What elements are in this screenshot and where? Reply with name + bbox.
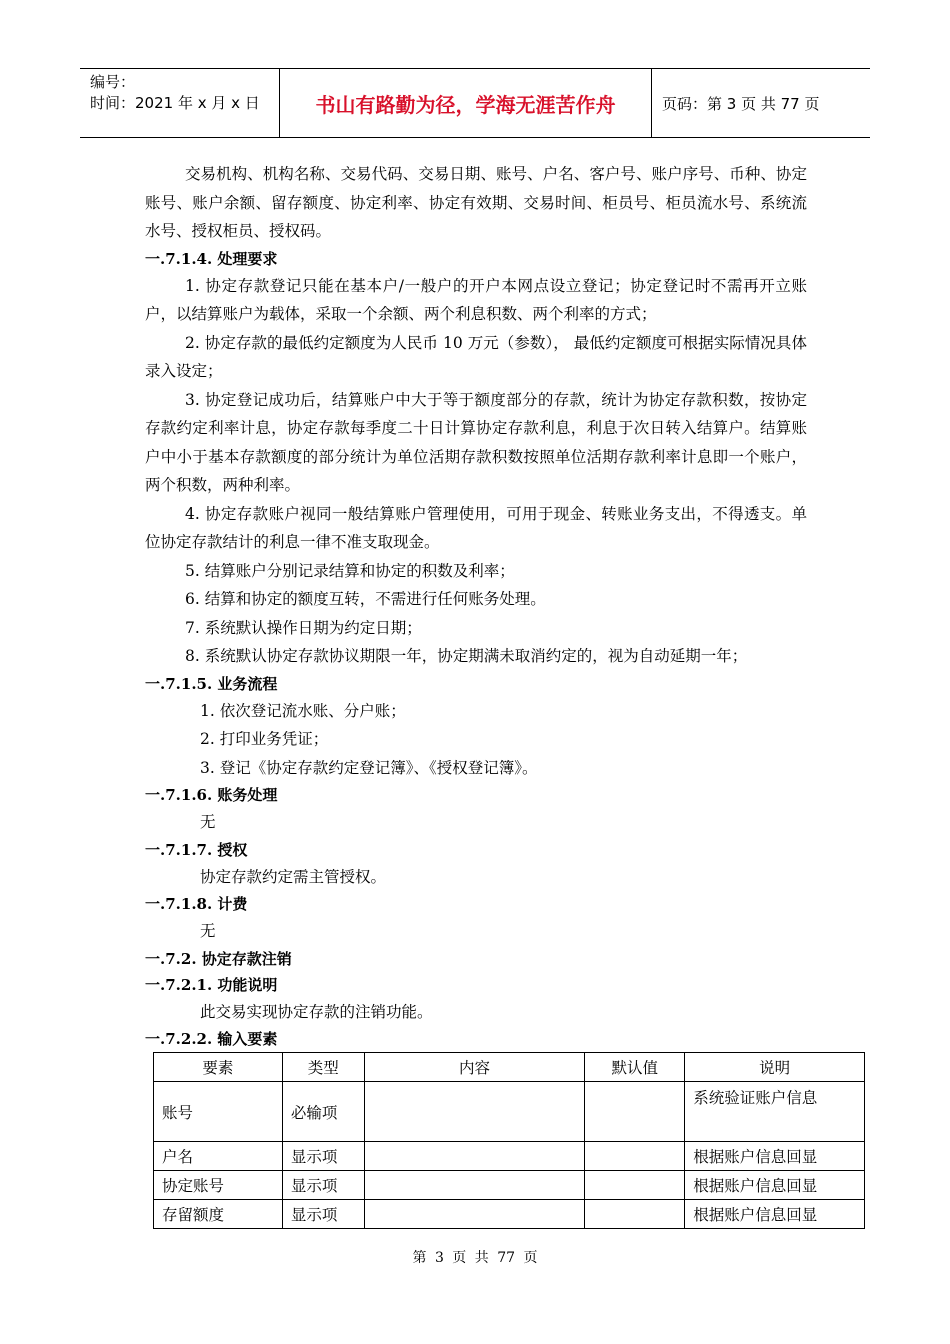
table-cell: 系统验证账户信息 (685, 1082, 865, 1142)
table-cell: 账号 (154, 1082, 283, 1142)
table-header-cell: 说明 (685, 1053, 865, 1082)
table-cell: 根据账户信息回显 (685, 1171, 865, 1200)
table-cell (585, 1200, 685, 1229)
requirement-5: 5. 结算账户分别记录结算和协定的积数及利率； (185, 561, 515, 580)
table-cell (364, 1171, 585, 1200)
section-heading-7-1-5: 一.7.1.5. 业务流程 (145, 674, 278, 693)
page-footer: 第 3 页 共 77 页 (412, 1250, 538, 1266)
input-elements-table (153, 1052, 865, 1229)
table-header-cell: 类型 (282, 1053, 364, 1082)
requirement-7: 7. 系统默认操作日期为约定日期； (185, 618, 422, 637)
table-row (154, 1200, 865, 1229)
doc-time-label: 时间：2021 年 x 月 x 日 (90, 94, 260, 112)
header-meta (80, 69, 280, 137)
table-cell: 显示项 (282, 1142, 364, 1171)
intro-paragraph: 交易机构、机构名称、交易代码、交易日期、账号、户名、客户号、账户序号、币种、协定账号、账户余额、留存额度、协定利率、协定有效期、交易时间、柜员号、柜员流水号、系统流水号、授权柜员、授权码。 (145, 165, 807, 240)
flow-step-3: 3. 登记《协定存款约定登记簿》、《授权登记簿》。 (200, 758, 538, 777)
table-cell: 根据账户信息回显 (685, 1142, 865, 1171)
section-heading-7-2-2: 一.7.2.2. 输入要素 (145, 1030, 278, 1048)
function-text: 此交易实现协定存款的注销功能。 (200, 1002, 433, 1021)
header-motto: 书山有路勤为径，学海无涯苦作舟 (280, 69, 652, 137)
document-body (145, 160, 818, 1229)
requirement-8: 8. 系统默认协定存款协议期限一年，协定期满未取消约定的，视为自动延期一年； (185, 647, 748, 665)
authorization-text: 协定存款约定需主管授权。 (200, 867, 387, 886)
table-cell: 显示项 (282, 1171, 364, 1200)
table-header-row (154, 1053, 865, 1082)
table-cell: 存留额度 (154, 1200, 283, 1229)
table-cell: 显示项 (282, 1200, 364, 1229)
table-cell (585, 1171, 685, 1200)
table-cell (364, 1082, 585, 1142)
table-cell: 协定账号 (154, 1171, 283, 1200)
table-cell (364, 1200, 585, 1229)
header-page-code: 页码：第 3 页 共 77 页 (662, 94, 820, 113)
flow-step-1: 1. 依次登记流水账、分户账； (200, 701, 406, 720)
table-row (154, 1142, 865, 1171)
requirement-1: 1. 协定存款登记只能在基本户/一般户的开户本网点设立登记；协定登记时不需再开立账户，以结算账户为载体，采取一个余额、两个利息积数、两个利率的方式； (145, 276, 807, 323)
requirement-2: 2. 协定存款的最低约定额度为人民币 10 万元（参数）， 最低约定额度可根据实际情况具体录入设定； (145, 333, 807, 380)
section-heading-7-1-8: 一.7.1.8. 计费 (145, 895, 248, 913)
table-header-cell: 内容 (364, 1053, 585, 1082)
section-heading-7-2: 一.7.2. 协定存款注销 (145, 949, 292, 968)
section-heading-7-1-7: 一.7.1.7. 授权 (145, 840, 248, 859)
accounting-text: 无 (200, 813, 216, 831)
page-header (80, 68, 870, 138)
section-heading-7-1-6: 一.7.1.6. 账务处理 (145, 786, 278, 804)
fee-text: 无 (200, 922, 216, 940)
table-row (154, 1082, 865, 1142)
table-cell (585, 1142, 685, 1171)
section-heading-7-2-1: 一.7.2.1. 功能说明 (145, 975, 278, 994)
table-cell: 户名 (154, 1142, 283, 1171)
table-cell (364, 1142, 585, 1171)
requirement-6: 6. 结算和协定的额度互转，不需进行任何账务处理。 (185, 590, 546, 608)
requirement-4: 4. 协定存款账户视同一般结算账户管理使用，可用于现金、转账业务支出，不得透支。单位协定存款结计的利息一律不准支取现金。 (145, 504, 807, 551)
flow-step-2: 2. 打印业务凭证； (200, 730, 329, 748)
table-row (154, 1171, 865, 1200)
doc-number-label: 编号： (90, 73, 136, 91)
table-header-cell: 默认值 (585, 1053, 685, 1082)
table-cell (585, 1082, 685, 1142)
table-header-cell: 要素 (154, 1053, 283, 1082)
table-cell: 必输项 (282, 1082, 364, 1142)
requirement-3: 3. 协定登记成功后，结算账户中大于等于额度部分的存款，统计为协定存款积数，按协定存款约定利率计息，协定存款每季度二十日计算协定存款利息，利息于次日转入结算户。结算账户中小于基本存款额度的部分统计为单位活期存款积数按照单位活期存款利率计息即一个账户，两个积数，两种利率。 (145, 390, 807, 494)
table-cell: 根据账户信息回显 (685, 1200, 865, 1229)
section-heading-7-1-4: 一.7.1.4. 处理要求 (145, 249, 278, 268)
